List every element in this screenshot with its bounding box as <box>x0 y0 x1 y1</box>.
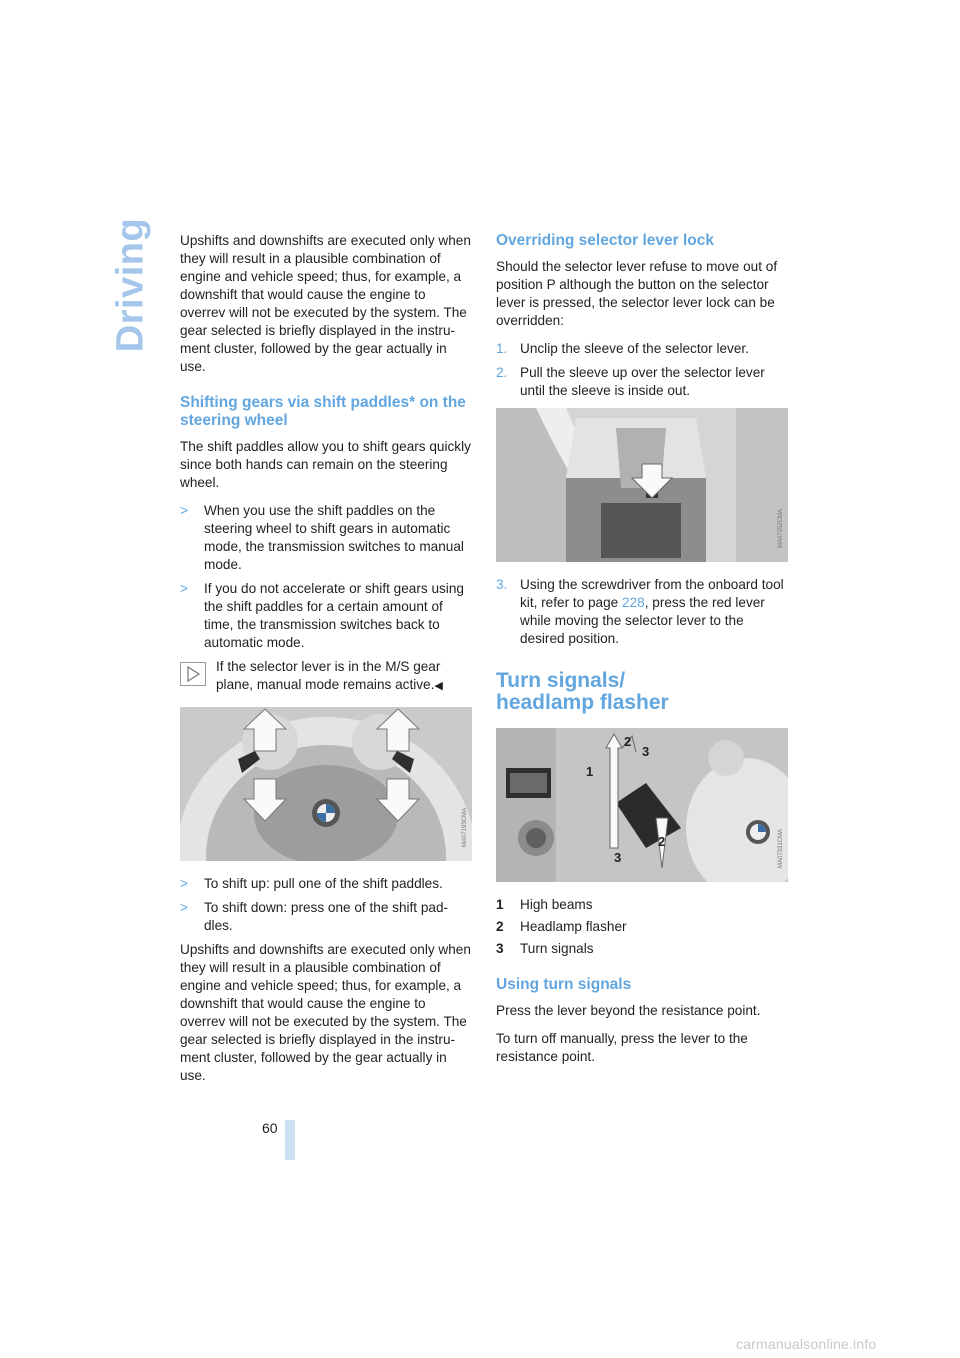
paddles-intro: The shift paddles allow you to shift gears quickly since both hands can remain on the steering wheel. <box>180 439 471 490</box>
step-item <box>496 576 788 648</box>
step-text: Unclip the sleeve of the selector lever. <box>520 341 749 356</box>
callout-label: 3 <box>614 850 622 865</box>
turn-heading-line2: headlamp flasher <box>496 691 669 714</box>
legend-text: Turn signals <box>520 941 594 956</box>
page-link[interactable]: 228 <box>622 595 645 610</box>
step-text: Pull the sleeve up over the selector lever until the sleeve is inside out. <box>520 365 765 398</box>
bullet-text: If you do not accelerate or shift gears using the shift paddles for a certain amount of time, the transmission switches back to automatic mode. <box>204 581 464 650</box>
paddles-heading: Shifting gears via shift paddles* on the steering wheel <box>180 394 466 429</box>
legend-text: High beams <box>520 897 593 912</box>
callout-label: 2 <box>624 734 632 749</box>
bullet-text: To shift down: press one of the shift pad-dles. <box>204 900 449 933</box>
note-text: If the selector lever is in the M/S gear plane, manual mode remains active. <box>216 659 441 692</box>
shift-paddles-image <box>180 707 472 861</box>
note-block <box>180 658 472 695</box>
bullet-item <box>180 899 472 935</box>
intro-paragraph: Upshifts and downshifts are executed only when they will result in a plausible combination of engine and vehicle speed; thus, for example, a downshift that would cause the engine to overrev will not be executed by the system. The gear selected is briefly displayed in the instru-ment cluster, followed by the gear actually in use. <box>180 233 471 374</box>
lock-intro: Should the selector lever refuse to move out of position P although the button on the selector lever is pressed, the selector lever lock can be overridden: <box>496 259 778 328</box>
footer-watermark: carmanualsonline.info <box>736 1336 877 1352</box>
section-title-vertical <box>108 217 154 353</box>
page-number: 60 <box>262 1120 278 1136</box>
using-turn-signals-heading: Using turn signals <box>496 976 632 993</box>
step-text-before: Using the screwdriver from the onboard tool kit, refer to page <box>520 577 784 610</box>
closing-paragraph: Upshifts and downshifts are executed only when they will result in a plausible combination of engine and vehicle speed; thus, for example, a downshift that would cause the engine to overrev will not be executed by the system. The gear selected is briefly displayed in the instru-ment cluster, followed by the gear actually in use. <box>180 942 471 1083</box>
using-paragraph-1: Press the lever beyond the resistance point. <box>496 1003 761 1018</box>
lock-heading: Overriding selector lever lock <box>496 232 714 249</box>
bullet-item <box>180 580 472 652</box>
legend-item <box>496 940 788 958</box>
page-number-bar <box>285 1120 295 1160</box>
legend-text: Headlamp flasher <box>520 919 627 934</box>
step-text-after: , press the red lever while moving the selector lever to the desired position. <box>520 595 765 646</box>
step-number: 3. <box>496 577 508 592</box>
legend-number: 2 <box>496 919 504 934</box>
note-triangle-icon <box>180 662 206 686</box>
step-item <box>496 364 788 400</box>
image-code: MA07193CMA <box>462 807 468 847</box>
legend-number: 1 <box>496 897 504 912</box>
bullet-item <box>180 875 472 893</box>
turn-signals-heading <box>496 670 788 714</box>
selector-lever-image <box>496 408 788 562</box>
bullet-marker: > <box>180 876 188 891</box>
step-number: 1. <box>496 341 508 356</box>
left-column <box>180 232 472 1095</box>
step-item <box>496 340 788 358</box>
legend-number: 3 <box>496 941 504 956</box>
bullet-item <box>180 502 472 574</box>
legend-item <box>496 918 788 936</box>
bullet-text: When you use the shift paddles on the steering wheel to shift gears in automatic mode, the transmission switches to manual mode. <box>204 503 464 572</box>
image-code: MA07331CMA <box>778 828 784 868</box>
step-number: 2. <box>496 365 508 380</box>
bullet-marker: > <box>180 900 188 915</box>
callout-label: 2 <box>658 834 666 849</box>
bullet-marker: > <box>180 503 188 518</box>
turn-signal-image <box>496 728 788 882</box>
image-code: MA07252CMA <box>778 508 784 548</box>
bullet-text: To shift up: pull one of the shift paddles. <box>204 876 443 891</box>
legend-item <box>496 896 788 914</box>
note-end-mark: ◀ <box>434 680 443 692</box>
callout-label: 1 <box>586 764 594 779</box>
section-title-text: Driving <box>109 217 152 353</box>
bullet-marker: > <box>180 581 188 596</box>
callout-label: 3 <box>642 744 650 759</box>
right-column <box>496 232 788 1076</box>
using-paragraph-2: To turn off manually, press the lever to the resistance point. <box>496 1031 748 1064</box>
turn-heading-line1: Turn signals/ <box>496 669 626 692</box>
